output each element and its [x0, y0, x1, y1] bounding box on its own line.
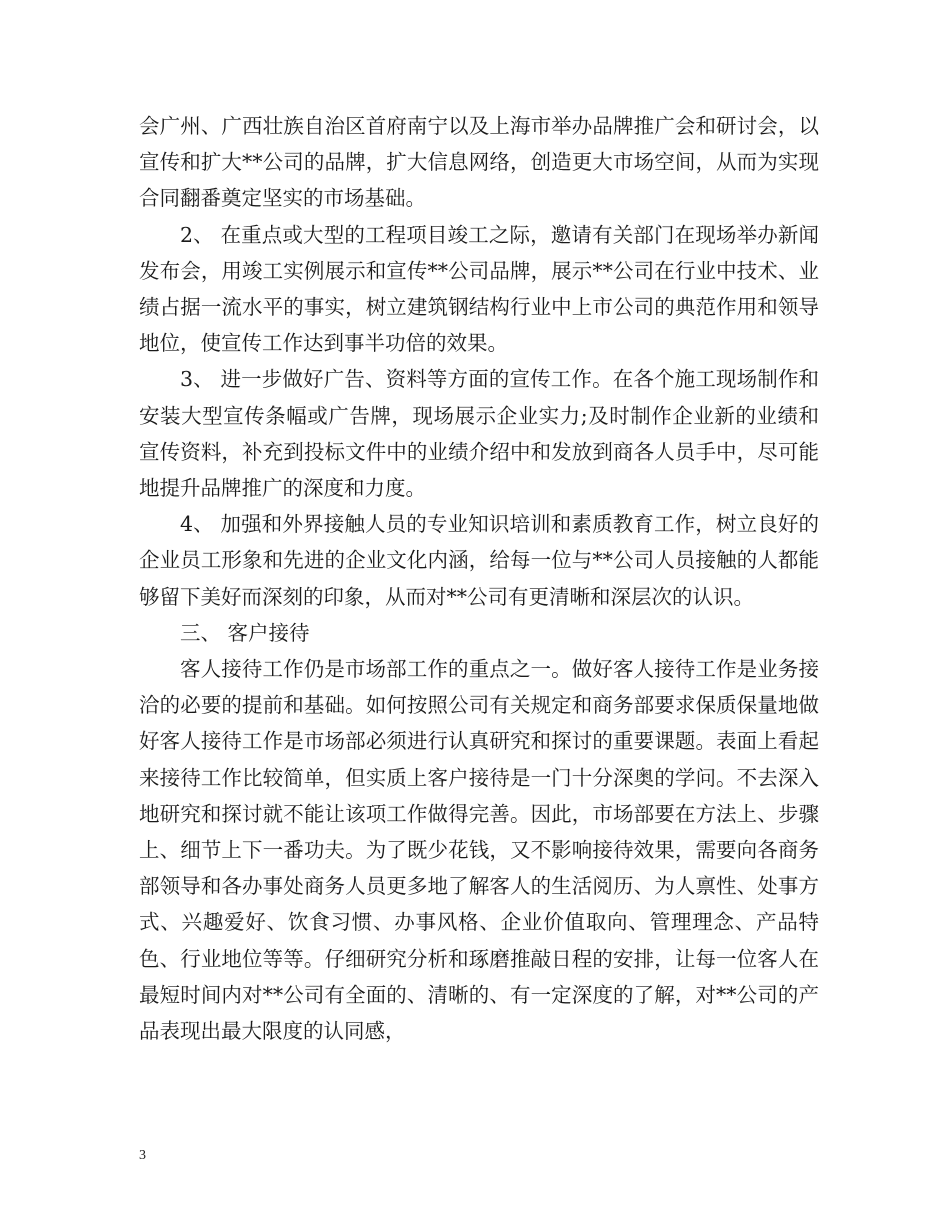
- paragraph-item-3: 3、 进一步做好广告、资料等方面的宣传工作。在各个施工现场制作和安装大型宣传条幅或广告牌，现场展示企业实力;及时制作企业新的业绩和宣传资料，补充到投标文件中的业绩介绍中和发放到商各人员手中，尽可能地提升品牌推广的深度和力度。: [139, 367, 819, 501]
- paragraph-item-2: 2、 在重点或大型的工程项目竣工之际，邀请有关部门在现场举办新闻发布会，用竣工实例展示和宣传**公司品牌，展示**公司在行业中技术、业绩占据一流水平的事实，树立建筑钢结构行业中上市公司的典范作用和领导地位，使宣传工作达到事半功倍的效果。: [139, 222, 819, 356]
- document-body: [139, 108, 819, 1049]
- paragraph-continuation: 会广州、广西壮族自治区首府南宁以及上海市举办品牌推广会和研讨会，以宣传和扩大**公司的品牌，扩大信息网络，创造更大市场空间，从而为实现合同翻番奠定坚实的市场基础。: [139, 114, 819, 211]
- paragraph-item-4: 4、 加强和外界接触人员的专业知识培训和素质教育工作，树立良好的企业员工形象和先进的企业文化内涵，给每一位与**公司人员接触的人都能够留下美好而深刻的印象，从而对**公司有更清晰和深层次的认识。: [139, 512, 819, 609]
- paragraph-customer-reception: 客人接待工作仍是市场部工作的重点之一。做好客人接待工作是业务接洽的必要的提前和基础。如何按照公司有关规定和商务部要求保质保量地做好客人接待工作是市场部必须进行认真研究和探讨的重要课题。表面上看起来接待工作比较简单，但实质上客户接待是一门十分深奥的学问。不去深入地研究和探讨就不能让该项工作做得完善。因此，市场部要在方法上、步骤上、细节上下一番功夫。为了既少花钱，又不影响接待效果，需要向各商务部领导和各办事处商务人员更多地了解客人的生活阅历、为人禀性、处事方式、兴趣爱好、饮食习惯、办事风格、企业价值取向、管理理念、产品特色、行业地位等等。仔细研究分析和琢磨推敲日程的安排，让每一位客人在最短时间内对**公司有全面的、清晰的、有一定深度的了解，对**公司的产品表现出最大限度的认同感，: [139, 657, 819, 1044]
- section-heading-customer-reception: 三、 客户接待: [180, 620, 310, 645]
- page-number: 3: [139, 1148, 146, 1163]
